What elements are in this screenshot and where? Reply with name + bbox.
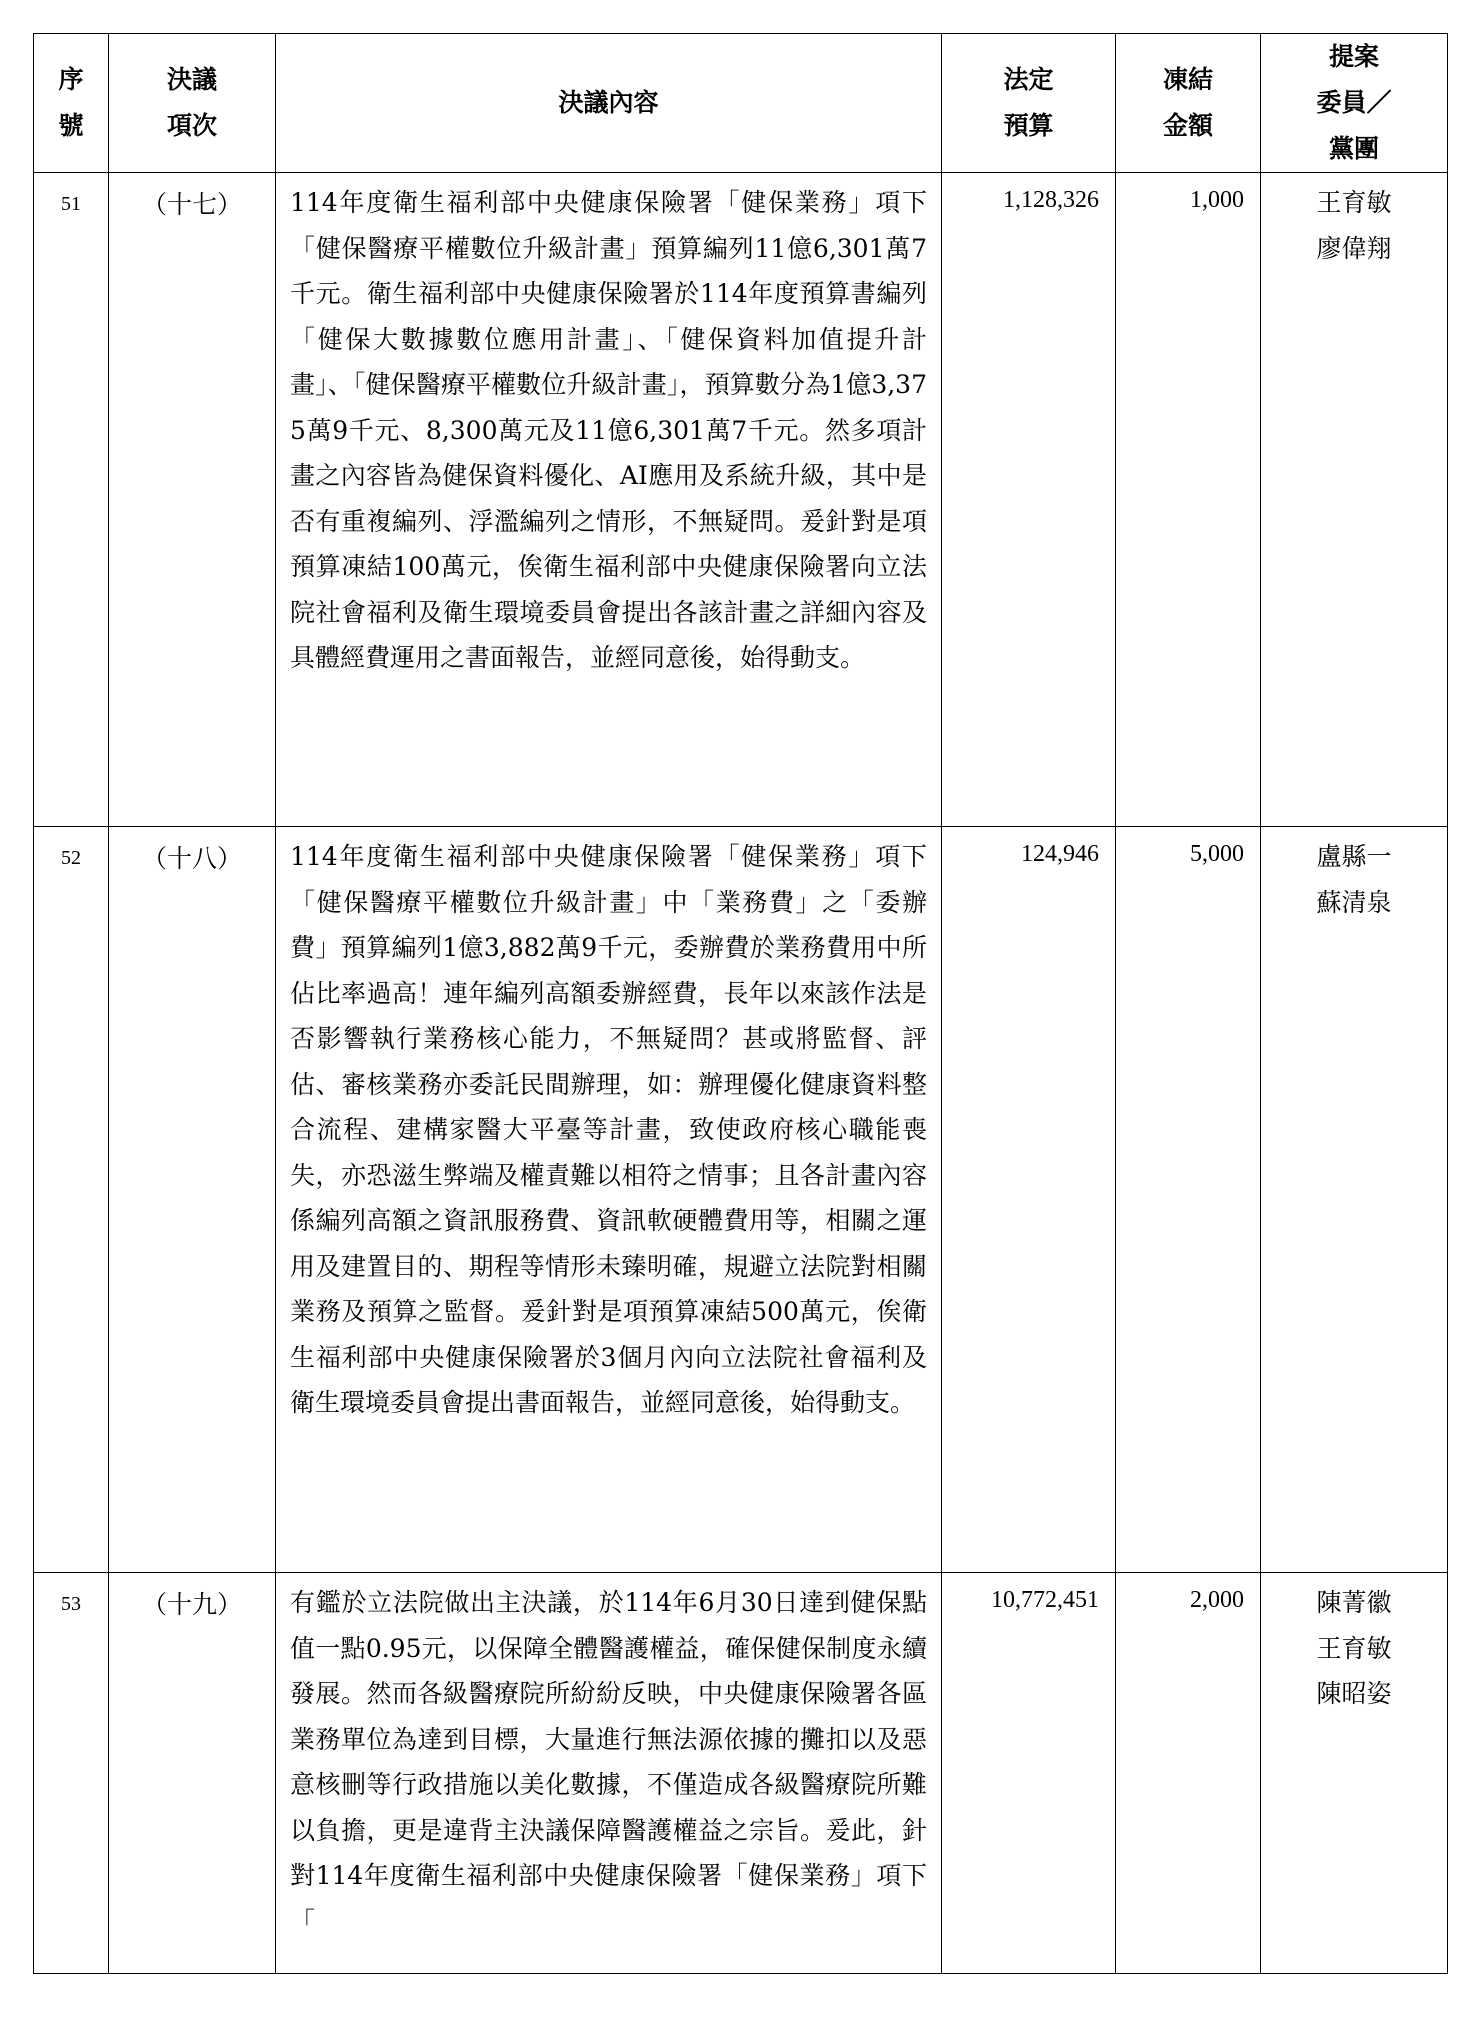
table-row — [34, 173, 1448, 827]
table-row — [34, 827, 1448, 1573]
row-proposers — [1261, 827, 1448, 1573]
row-budget: 10,772,451 — [942, 1573, 1116, 1974]
proposer-name: 蘇清泉 — [1316, 887, 1392, 917]
row-content: 114年度衛生福利部中央健康保險署「健保業務」項下「健保醫療平權數位升級計畫」預算編列11億6,301萬7千元。衛生福利部中央健康保險署於114年度預算書編列「健保大數據數位應用計畫」、「健保資料加值提升計畫」、「健保醫療平權數位升級計畫」，預算數分為1億3,375萬9千元、8,300萬元及11億6,301萬7千元。然多項計畫之內容皆為健保資料優化、AI應用及系統升級，其中是否有重複編列、浮濫編列之情形，不無疑問。爰針對是項預算凍結100萬元，俟衛生福利部中央健康保險署向立法院社會福利及衛生環境委員會提出各該計畫之詳細內容及具體經費運用之書面報告，並經同意後，始得動支。 — [276, 173, 942, 827]
row-item: （十八） — [109, 827, 276, 1573]
header-frozen-amount: 凍結 金額 — [1116, 34, 1261, 173]
row-content: 114年度衛生福利部中央健康保險署「健保業務」項下「健保醫療平權數位升級計畫」中「業務費」之「委辦費」預算編列1億3,882萬9千元，委辦費於業務費用中所佔比率過高！連年編列高額委辦經費，長年以來該作法是否影響執行業務核心能力，不無疑問？甚或將監督、評估、審核業務亦委託民間辦理，如：辦理優化健康資料整合流程、建構家醫大平臺等計畫，致使政府核心職能喪失，亦恐滋生弊端及權責難以相符之情事；且各計畫內容係編列高額之資訊服務費、資訊軟硬體費用等，相關之運用及建置目的、期程等情形未臻明確，規避立法院對相關業務及預算之監督。爰針對是項預算凍結500萬元，俟衛生福利部中央健康保險署於3個月內向立法院社會福利及衛生環境委員會提出書面報告，並經同意後，始得動支。 — [276, 827, 942, 1573]
proposer-name: 盧縣一 — [1316, 842, 1392, 871]
row-index: 51 — [34, 173, 109, 827]
row-proposers — [1261, 1573, 1448, 1974]
proposer-name: 廖偉翔 — [1316, 233, 1392, 263]
row-index: 53 — [34, 1573, 109, 1974]
proposer-name: 陳菁徽 — [1316, 1588, 1392, 1617]
row-budget: 124,946 — [942, 827, 1116, 1573]
header-serial-number: 序 號 — [34, 34, 109, 173]
header-resolution-content: 決議內容 — [276, 34, 942, 173]
proposer-name: 王育敏 — [1316, 188, 1392, 217]
resolution-table — [33, 33, 1448, 1974]
header-resolution-item: 決議 項次 — [109, 34, 276, 173]
row-frozen: 5,000 — [1116, 827, 1261, 1573]
row-content: 有鑑於立法院做出主決議，於114年6月30日達到健保點值一點0.95元，以保障全體醫護權益，確保健保制度永續發展。然而各級醫療院所紛紛反映，中央健康保險署各區業務單位為達到目標，大量進行無法源依據的攤扣以及惡意核刪等行政措施以美化數據，不僅造成各級醫療院所難以負擔，更是違背主決議保障醫護權益之宗旨。爰此，針對114年度衛生福利部中央健康保險署「健保業務」項下「 — [276, 1573, 942, 1974]
table-header-row — [34, 34, 1448, 173]
header-statutory-budget: 法定 預算 — [942, 34, 1116, 173]
row-frozen: 2,000 — [1116, 1573, 1261, 1974]
row-frozen: 1,000 — [1116, 173, 1261, 827]
row-item: （十九） — [109, 1573, 276, 1974]
header-proposer: 提案 委員／ 黨團 — [1261, 34, 1448, 173]
row-index: 52 — [34, 827, 109, 1573]
proposer-name: 陳昭姿 — [1316, 1679, 1392, 1708]
row-budget: 1,128,326 — [942, 173, 1116, 827]
proposer-name: 王育敏 — [1316, 1633, 1392, 1663]
row-item: （十七） — [109, 173, 276, 827]
table-row — [34, 1573, 1448, 1974]
row-proposers — [1261, 173, 1448, 827]
